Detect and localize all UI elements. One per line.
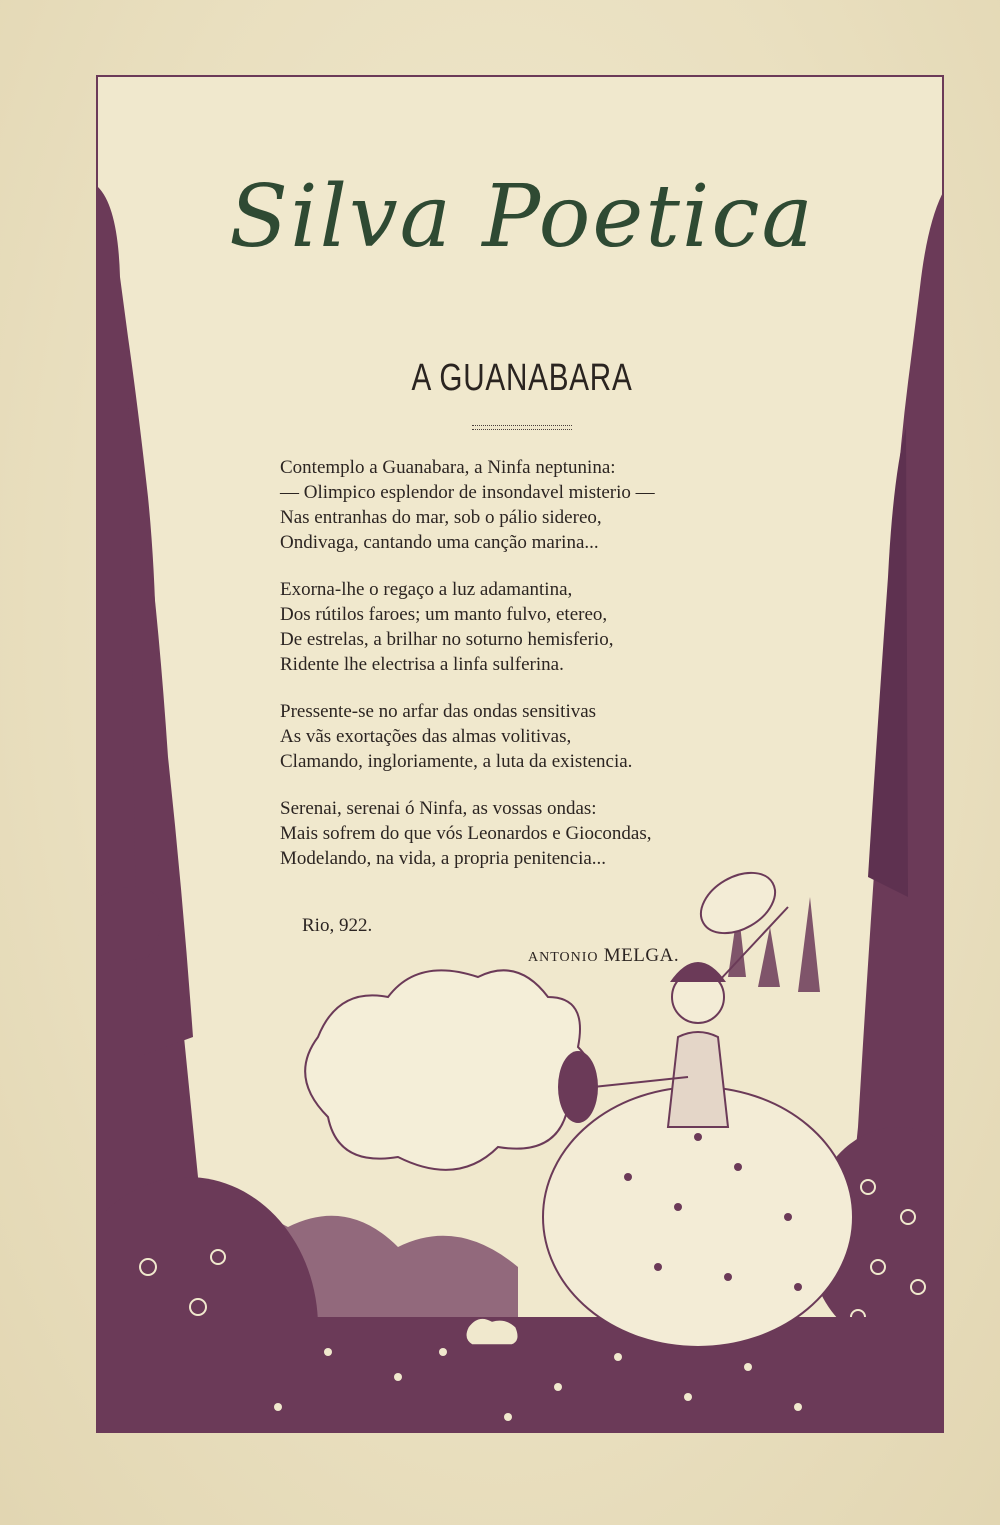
poem-line: Nas entranhas do mar, sob o pálio sidereo,: [280, 507, 602, 528]
poem-line: Contemplo a Guanabara, a Ninfa neptunina:: [280, 457, 616, 478]
author-first-name: ANTONIO: [528, 950, 599, 965]
stanza: [280, 455, 740, 555]
poem-title: A GUANABARA: [411, 357, 633, 399]
poem-body: [280, 455, 740, 893]
poem-line: Modelando, na vida, a propria penitencia...: [280, 848, 607, 869]
poem-line: As vãs exortações das almas volitivas,: [280, 726, 572, 747]
poem-line: Exorna-lhe o regaço a luz adamantina,: [280, 579, 573, 600]
illustration-frame: [96, 75, 944, 1433]
stanza: [280, 796, 740, 871]
poem-line: Ondivaga, cantando uma canção marina...: [280, 532, 599, 553]
left-cypress-tree-2: [128, 407, 193, 1057]
cloud: [305, 970, 591, 1170]
author-signature: [528, 945, 679, 967]
small-dog: [466, 1318, 519, 1345]
poem-line: — Olimpico esplendor de insondavel misterio —: [280, 482, 655, 503]
poem-line: Pressente-se no arfar das ondas sensitivas: [280, 701, 597, 722]
poem-line: Serenai, serenai ó Ninfa, as vossas ondas:: [280, 798, 597, 819]
right-cypress-tree-2: [868, 427, 908, 897]
stanza: [280, 699, 740, 774]
poem-line: Dos rútilos faroes; um manto fulvo, etereo,: [280, 604, 608, 625]
poem-line: Mais sofrem do que vós Leonardos e Giocondas,: [280, 823, 652, 844]
title-divider: [472, 425, 572, 430]
author-last-name: MELGA.: [603, 945, 680, 966]
poem-line: Ridente lhe electrisa a linfa sulferina.: [280, 654, 564, 675]
poem-line: Clamando, ingloriamente, a luta da existencia.: [280, 751, 633, 772]
poem-line: De estrelas, a brilhar no soturno hemisferio,: [280, 629, 614, 650]
section-heading: Silva Poetica: [229, 167, 815, 267]
place-date: Rio, 922.: [302, 915, 373, 936]
flower-meadow: [98, 1317, 944, 1433]
stanza: [280, 577, 740, 677]
